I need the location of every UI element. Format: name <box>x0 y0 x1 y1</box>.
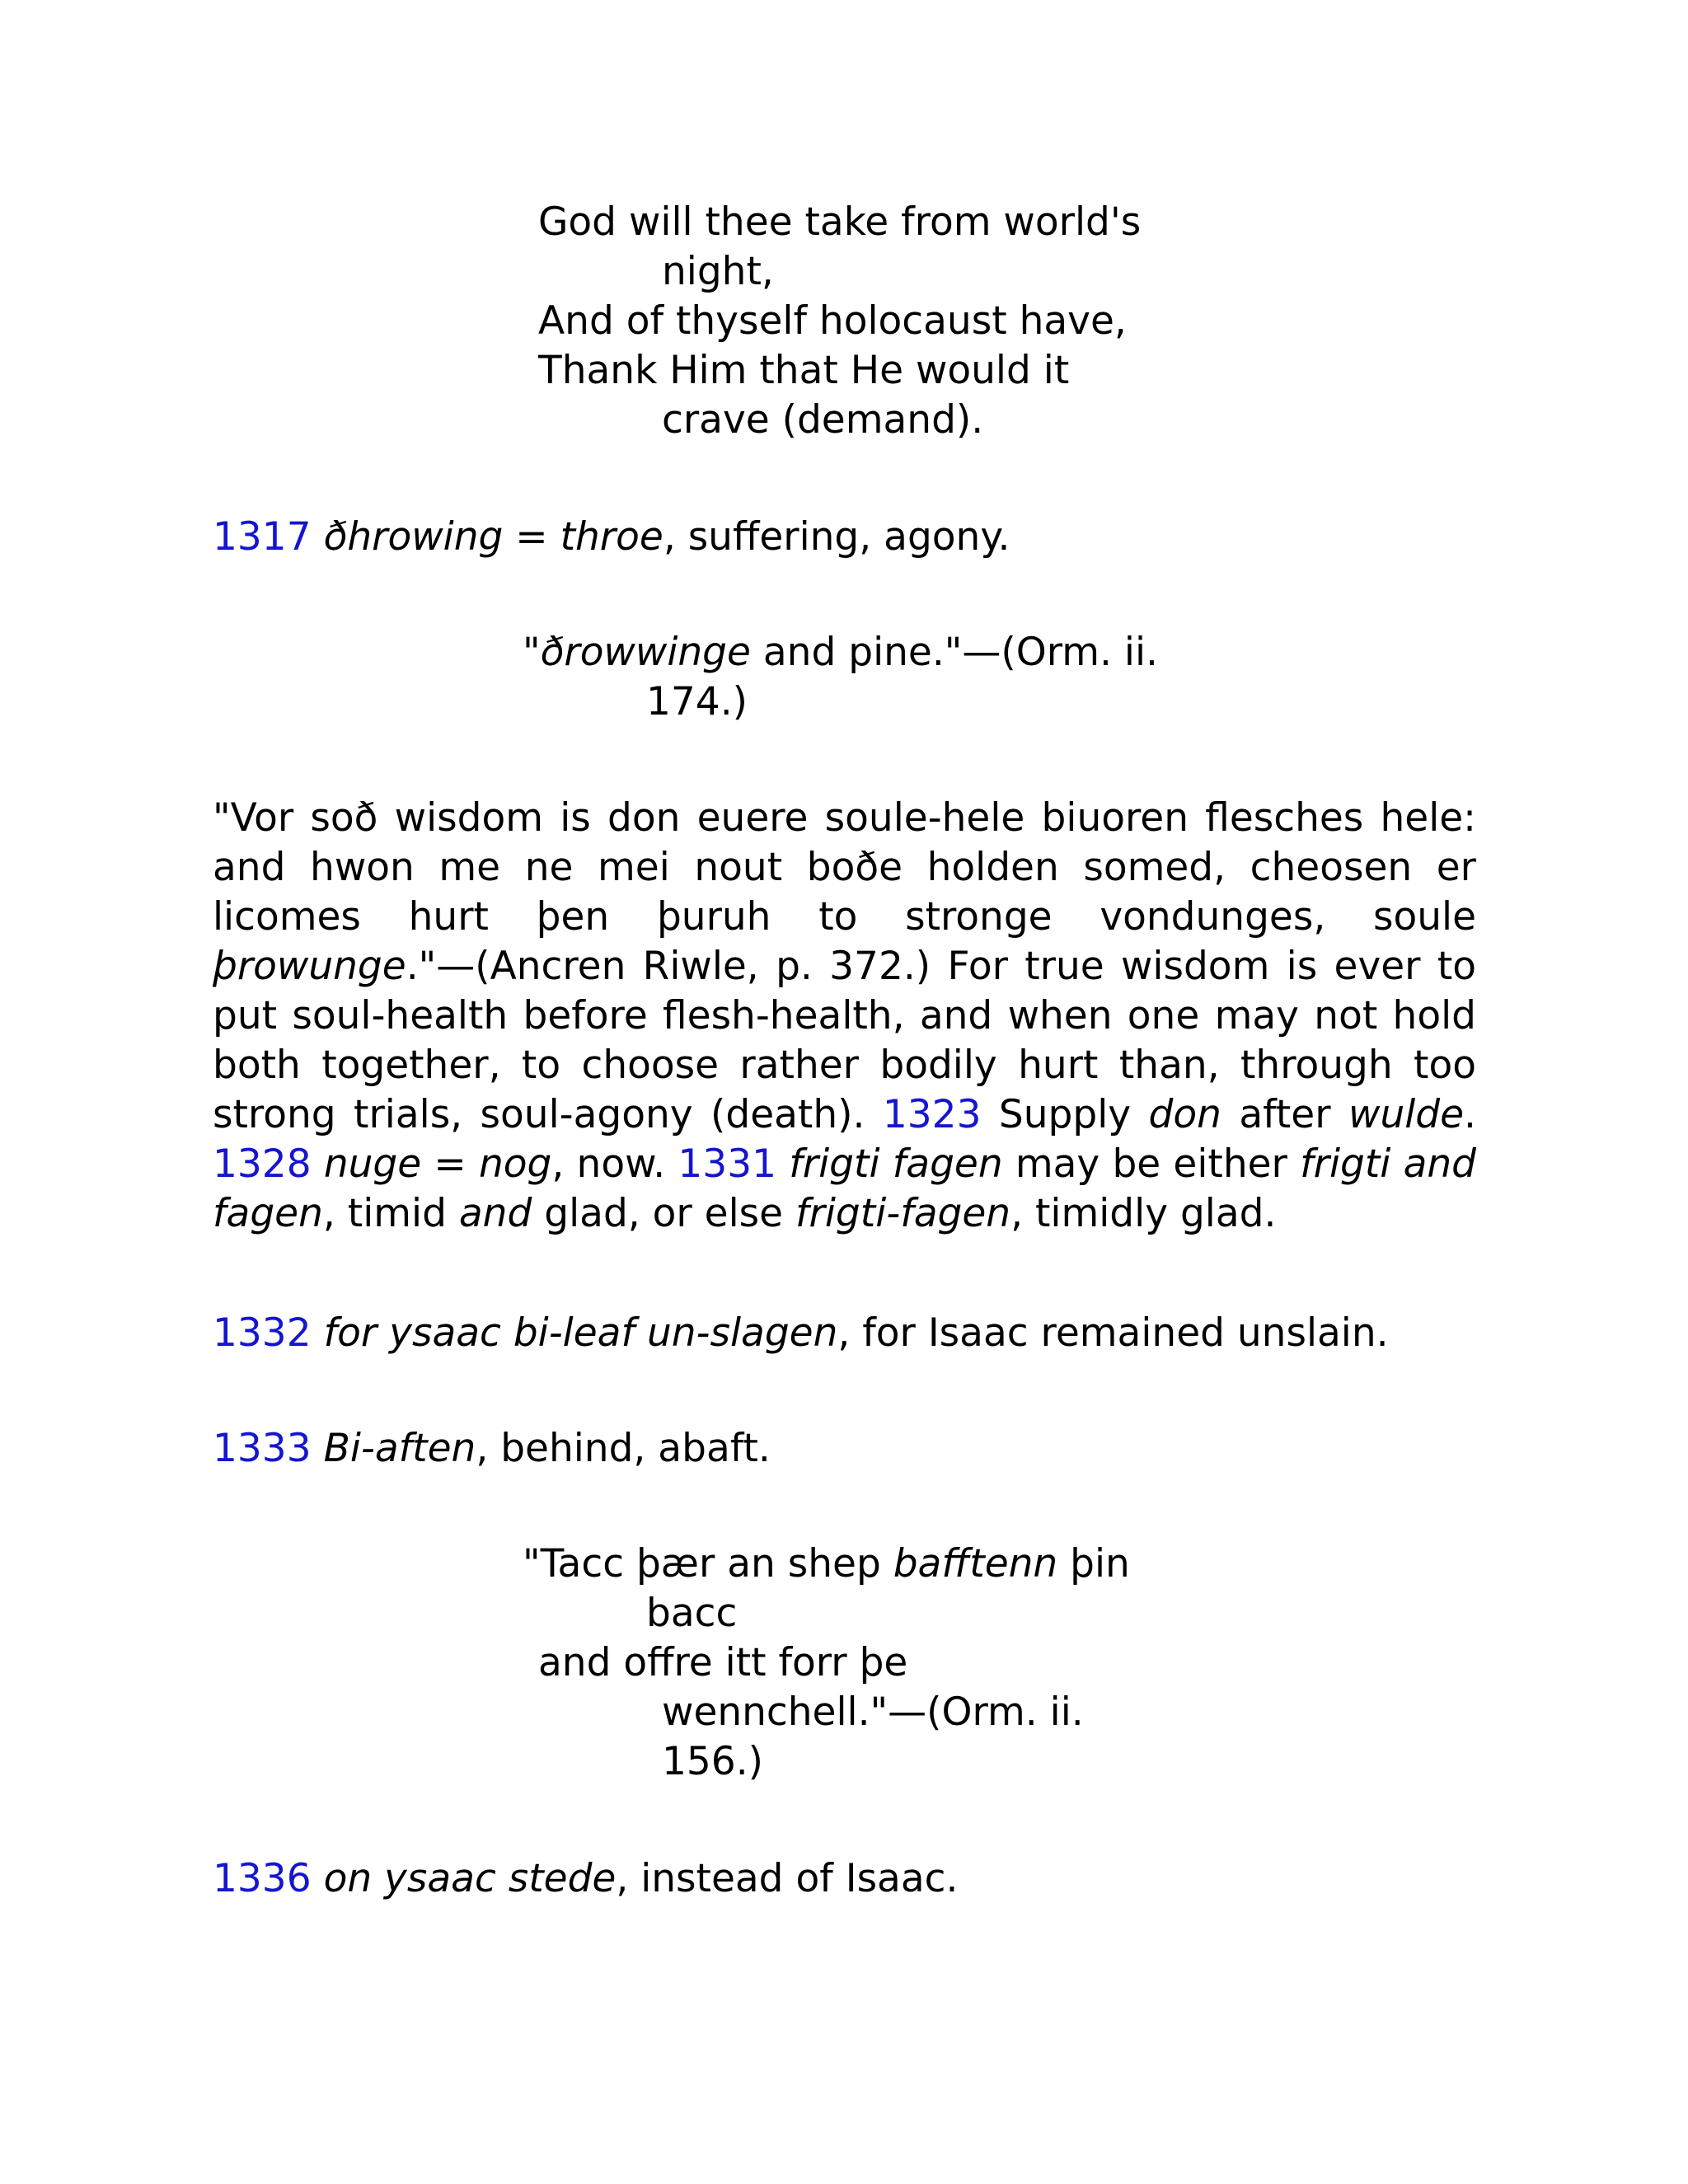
italic-term: wulde <box>1348 1092 1465 1137</box>
gloss-term: throe <box>560 514 663 560</box>
verse-line: God will thee take from world's <box>538 199 1142 245</box>
verse-line: Thank Him that He would it <box>538 348 1070 393</box>
line-number-link[interactable]: 1332 <box>213 1310 312 1356</box>
headword: for ysaac bi-leaf un-slagen <box>323 1310 838 1356</box>
quoted-term: bafftenn <box>893 1541 1058 1586</box>
paragraph-text: , now. <box>551 1141 678 1187</box>
paragraph-text: , timidly glad. <box>1010 1191 1277 1236</box>
line-number-link[interactable]: 1331 <box>678 1141 777 1187</box>
verse-line: crave (demand). <box>662 397 984 443</box>
line-number-link[interactable]: 1317 <box>213 514 312 560</box>
note-1336 <box>213 1854 1482 1904</box>
line-number-link[interactable]: 1328 <box>213 1141 312 1187</box>
verse-line: bacc <box>646 1591 738 1636</box>
gloss-text: , for Isaac remained unslain. <box>837 1310 1389 1356</box>
paragraph-text: "Vor soð wisdom is don euere soule-hele biuoren flesches hele: and hwon me ne mei nout boðe holden somed, cheosen er licomes hurt þen þuruh to stronge vondunges, soule <box>213 795 1476 940</box>
quote-text: "Tacc þær an shep <box>523 1541 893 1586</box>
italic-term: frigti fagen <box>789 1141 1003 1187</box>
headword: on ysaac stede <box>323 1856 617 1901</box>
paragraph-text <box>776 1141 789 1187</box>
paragraph-text: may be either <box>1002 1141 1301 1187</box>
italic-term: nuge = nog <box>323 1141 552 1187</box>
quote-mark: " <box>523 630 541 675</box>
verse-block-3 <box>523 1540 1130 1787</box>
verse-line <box>523 628 1158 677</box>
verse-line: and offre itt forr þe <box>538 1640 908 1685</box>
verse-block-2 <box>523 628 1158 727</box>
quoted-term: ðrowwinge <box>540 630 751 675</box>
paragraph-text <box>312 1141 324 1187</box>
commentary-paragraph <box>213 794 1476 1239</box>
headword: Bi-aften <box>323 1426 476 1471</box>
gloss-text: , instead of Isaac. <box>616 1856 959 1901</box>
gloss-text: , suffering, agony. <box>663 514 1010 560</box>
verse-line: And of thyself holocaust have, <box>538 298 1127 344</box>
quote-text: þin <box>1057 1541 1130 1586</box>
verse-line: wennchell."—(Orm. ii. <box>662 1690 1084 1735</box>
quote-text: and pine."—(Orm. ii. <box>750 630 1158 675</box>
headword: ðhrowing <box>323 514 504 560</box>
gloss-text: , behind, abaft. <box>476 1426 771 1471</box>
verse-line: 156.) <box>662 1739 763 1784</box>
line-number-link[interactable]: 1323 <box>882 1092 982 1137</box>
italic-term: and <box>458 1191 532 1236</box>
verse-block-1 <box>538 198 1141 445</box>
italic-term: þrowunge <box>213 944 406 989</box>
note-1332 <box>213 1309 1482 1358</box>
italic-term: frigti-fagen <box>795 1191 1011 1236</box>
paragraph-text: . <box>1464 1092 1476 1137</box>
equals-sign: = <box>503 514 560 560</box>
italic-term: frigti and fagen <box>213 1141 1476 1236</box>
line-number-link[interactable]: 1336 <box>213 1856 312 1901</box>
paragraph-text: glad, or else <box>532 1191 795 1236</box>
note-1333 <box>213 1424 1482 1474</box>
line-number-link[interactable]: 1333 <box>213 1426 312 1471</box>
verse-line: 174.) <box>646 679 748 724</box>
paragraph-text: ."—(Ancren Riwle, p. 372.) For true wisdom is ever to put soul-health before flesh-health, and when one may not hold both together, to choose rather bodily hurt than, through too strong trials, soul-agony (death). <box>213 944 1476 1137</box>
note-1317 <box>213 513 1482 562</box>
verse-line <box>523 1540 1130 1589</box>
paragraph-text: , timid <box>322 1191 459 1236</box>
paragraph-text: Supply <box>981 1092 1149 1137</box>
italic-term: don <box>1148 1092 1221 1137</box>
paragraph-text: after <box>1221 1092 1348 1137</box>
verse-line: night, <box>662 249 774 294</box>
